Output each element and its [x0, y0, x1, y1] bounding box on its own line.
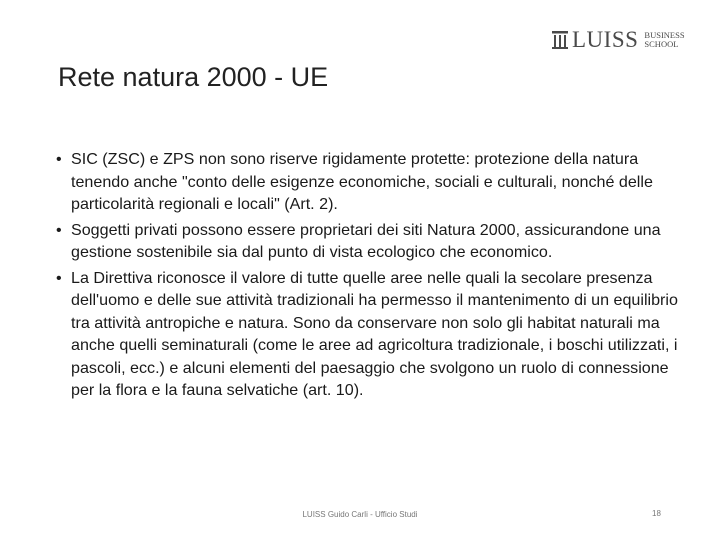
bullet-marker: •	[56, 150, 62, 168]
footer-text: LUISS Guido Carli - Ufficio Studi	[302, 510, 418, 519]
bullet-item	[56, 267, 696, 402]
bullet-marker: •	[56, 220, 62, 239]
luiss-column-icon	[552, 31, 568, 49]
bullet-text: SIC (ZSC) e ZPS non sono riserve rigidamente protette: protezione della natura tenendo anche "conto delle esigenze economiche, sociali e culturali, nonché delle particolarità regionali e locali" (Art. 2).	[71, 150, 653, 213]
bullet-text: La Direttiva riconosce il valore di tutte quelle aree nelle quali la secolare presenza dell'uomo e delle sue attività tradizionali ha permesso il mantenimento di un equilibrio tra attività antropiche e natura. Sono da conservare non solo gli habitat naturali ma anche quelli seminaturali (come le aree ad agricoltura tradizionale, i boschi utilizzati, i pascoli, ecc.) e alcuni elementi del paesaggio che svolgono un ruolo di connessione per la flora e la fauna selvatiche (art. 10).	[71, 268, 678, 399]
bullet-list	[56, 148, 696, 405]
logo-subtitle-line1: BUSINESS	[644, 29, 685, 40]
logo-subtitle	[644, 31, 684, 49]
bullet-marker: •	[56, 268, 62, 287]
slide-title: Rete natura 2000 - UE	[58, 62, 329, 92]
bullet-item	[56, 219, 696, 264]
logo-wordmark: LUISS	[572, 27, 639, 52]
page-number: 18	[652, 509, 661, 518]
bullet-item	[56, 148, 696, 216]
bullet-text: Soggetti privati possono essere proprietari dei siti Natura 2000, assicurandone una gestione sostenibile sia dal punto di vista ecologico che economico.	[71, 220, 661, 261]
logo-subtitle-line2: SCHOOL	[644, 38, 679, 49]
luiss-logo	[552, 28, 685, 51]
